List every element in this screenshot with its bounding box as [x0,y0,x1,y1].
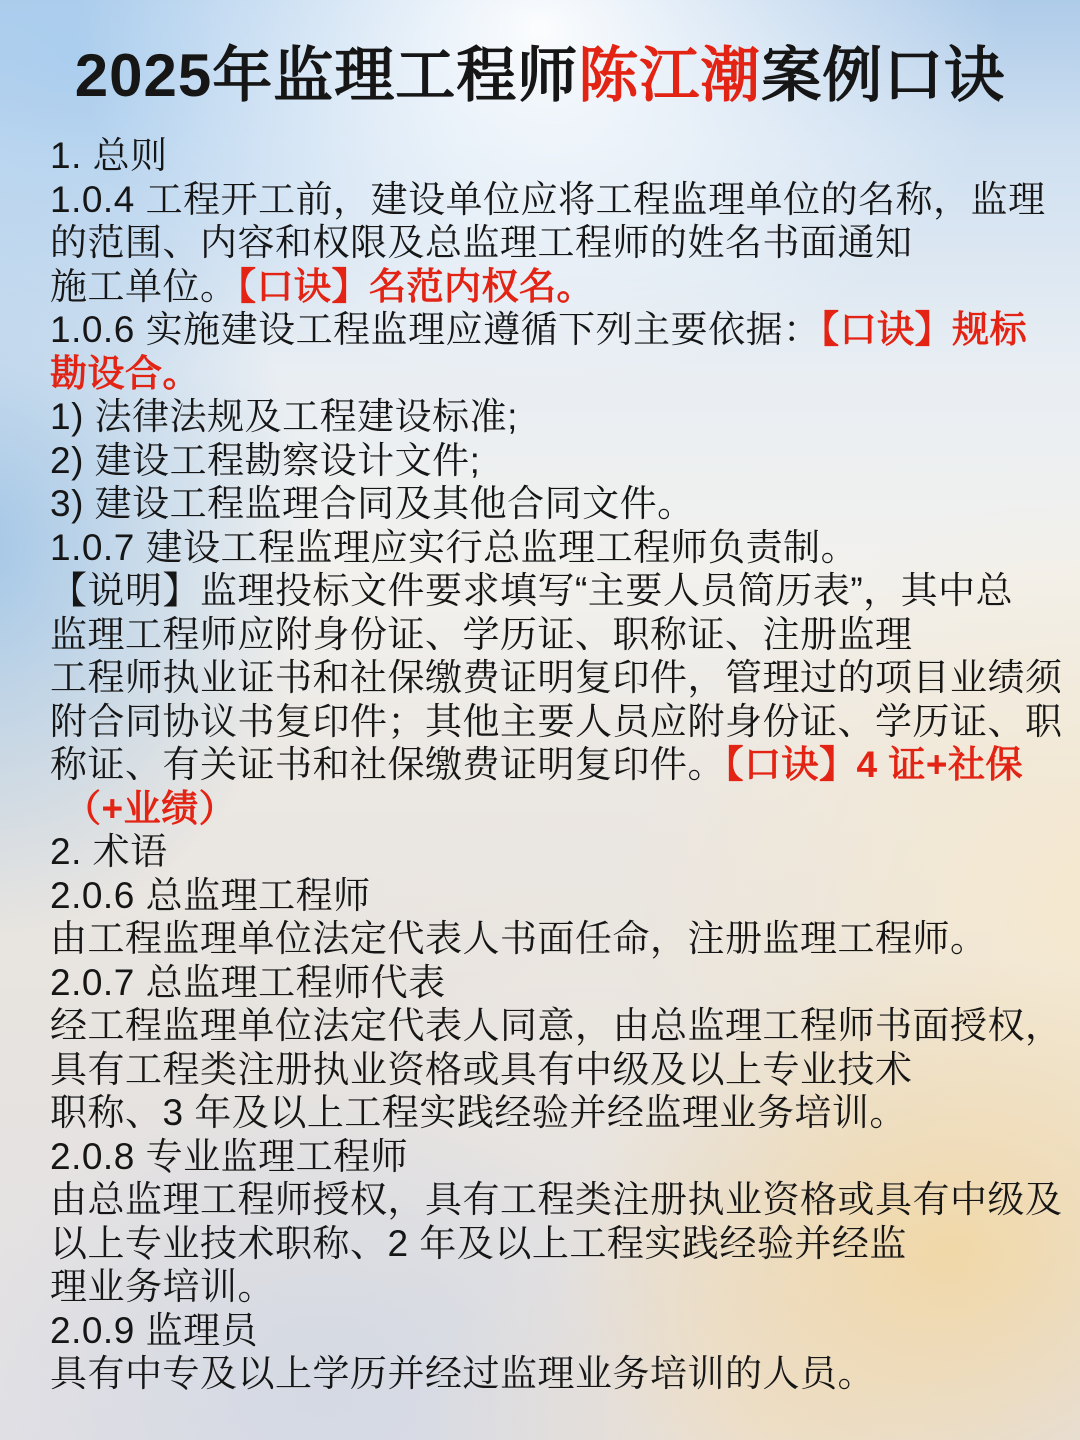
body-text-segment: 2.0.9 监理员 [50,1309,259,1351]
text-line [50,178,1046,222]
text-line [50,917,1040,961]
text-line [50,743,1040,787]
document-body [50,134,1063,1396]
body-text-segment: 经工程监理单位法定代表人同意，由总监理工程师书面授权， [50,1005,1063,1046]
text-line [50,134,1040,178]
text-line [50,1004,1063,1048]
text-line [50,830,1040,874]
body-text-segment: 1.0.4 工程开工前，建设单位应将工程监理单位的名称，监理 [50,178,1046,220]
body-text-segment: 2) 建设工程勘察设计文件; [50,439,481,481]
body-text-segment: 具有中专及以上学历并经过监理业务培训的人员。 [50,1353,875,1394]
body-text-segment: 1.0.6 实施建设工程监理应遵循下列主要依据： [50,309,821,350]
text-line [50,1222,1040,1266]
text-line [50,221,1040,265]
body-text-segment: 1.0.7 建设工程监理应实行总监理工程师负责制。 [50,526,859,568]
body-text-segment: 1) 法律法规及工程建设标准; [50,396,518,437]
mnemonic-highlight-text: （+业绩） [64,787,237,829]
text-line [50,308,1040,352]
text-line [50,439,1040,483]
text-line [50,656,1063,700]
text-line [50,482,1040,526]
body-text-segment: 2.0.7 总监理工程师代表 [50,961,446,1003]
body-text-segment: 由工程监理单位法定代表人书面任命，注册监理工程师。 [50,918,988,959]
text-line [50,265,1040,309]
body-text-segment: 2.0.6 总监理工程师 [50,874,371,916]
body-text-segment: 3) 建设工程监理合同及其他合同文件。 [50,483,695,524]
text-line [50,1265,1040,1309]
text-line [50,569,1040,613]
text-line [50,1048,1040,1092]
body-text-segment: 具有工程类注册执业资格或具有中级及以上专业技术 [50,1048,913,1090]
page-title [0,28,1080,114]
body-text-segment: 以上专业技术职称、2 年及以上工程实践经验并经监 [50,1222,907,1264]
text-line [50,700,1063,744]
body-text-segment: 2. 术语 [50,831,168,872]
title-prefix: 2025年监理工程师 [74,42,579,109]
text-line [50,613,1040,657]
mnemonic-highlight-text: 【口诀】名范内权名。 [237,265,594,307]
mnemonic-highlight-text: 勘设合。 [50,352,200,394]
body-text-segment: 的范围、内容和权限及总监理工程师的姓名书面通知 [50,222,913,263]
text-line [50,1135,1040,1179]
mnemonic-highlight-text: 【口诀】4 证+社保 [725,744,1023,785]
body-text-segment: 称证、有关证书和社保缴费证明复印件。 [50,744,725,785]
mnemonic-highlight-text: 【口诀】规标 [820,309,1028,350]
text-line [50,1309,1040,1353]
body-text-segment: 2.0.8 专业监理工程师 [50,1135,409,1177]
text-line [50,787,1040,831]
text-line [50,1091,1040,1135]
body-text-segment: 工程师执业证书和社保缴费证明复印件，管理过的项目业绩须 [50,657,1063,698]
body-text-segment: 理业务培训。 [50,1266,275,1307]
title-suffix: 案例口诀 [761,42,1006,109]
text-line [50,526,1040,570]
body-text-segment: 1. 总则 [50,135,168,176]
body-text-segment: 附合同协议书复印件；其他主要人员应附身份证、学历证、职 [50,700,1063,742]
body-text-segment: 由总监理工程师授权，具有工程类注册执业资格或具有中级及 [50,1179,1063,1220]
text-line [50,1178,1063,1222]
body-text-segment: 监理工程师应附身份证、学历证、职称证、注册监理 [50,613,913,655]
text-line [50,352,1040,396]
body-text-segment: 施工单位。 [50,265,238,307]
body-text-segment: 【说明】监理投标文件要求填写“主要人员简历表”，其中总 [50,570,1014,611]
text-line [50,961,1040,1005]
text-line [50,1352,1040,1396]
text-line [50,395,1040,439]
body-text-segment: 职称、3 年及以上工程实践经验并经监理业务培训。 [50,1092,907,1133]
title-author-highlight: 陈江潮 [578,42,762,109]
text-line [50,874,1040,918]
